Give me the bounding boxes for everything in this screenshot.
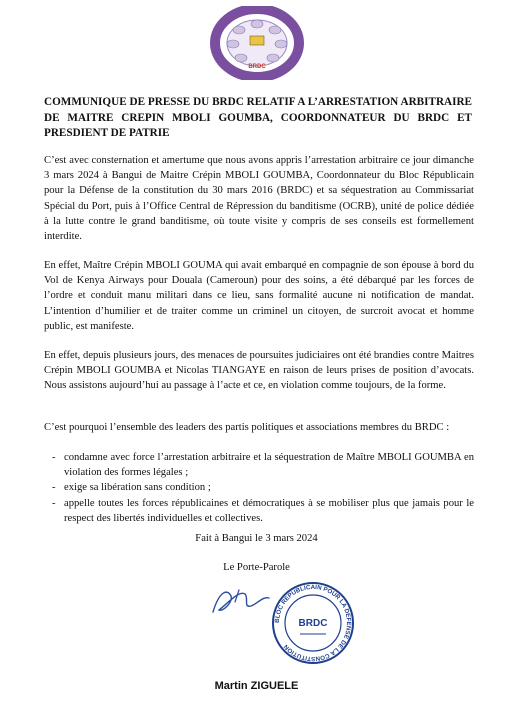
demands-list bbox=[44, 450, 474, 526]
signer-name: Martin ZIGUELE bbox=[214, 680, 299, 692]
demand-item: - condamne avec force l’arrestation arbitraire et la séquestration de Maître MBOLI GOUMBA en violation des formes légales ; bbox=[44, 450, 474, 480]
paragraph-2: En effet, Maître Crépin MBOLI GOUMA qui avait embarqué en compagnie de son épouse à bord du Vol de Kenya Airways pour Douala (Cameroun) pour des soins, a été débarqué par les forces de l’ordre et conduit manu militari dans ce lieu, sans formalité aucune ni notification de mandat. L’intention d’humilier et de traiter comme un criminel un citoyen, de surcroit avocat et homme public, est manifeste. bbox=[44, 260, 474, 332]
stamp-ring-text: BLOC REPUBLICAIN POUR LA DEFENSE DE LA CONSTITUTION bbox=[273, 583, 353, 663]
paragraph-3: En effet, depuis plusieurs jours, des menaces de poursuites judiciaires ont été brandies contre Maitres Crépin MBOLI GOUMBA et Nicolas TIANGAYE en raison de leurs prises de position d’avocats. Nous assistons aujourd’hui au passage à l’acte et ce, en violation comme toujours, de la forme. bbox=[44, 350, 474, 392]
handwritten-signature bbox=[205, 582, 275, 622]
paragraph-1: C’est avec consternation et amertume que nous avons appris l’arrestation arbitraire ce jour dimanche 3 mars 2024 à Bangui de Maitre Crépin MBOLI GOUMBA, Coordonnateur du Bloc Républicain pour la Défense de la constitution du 30 mars 2016 (BRDC) et sa séquestration au Commissariat Spécial du Port, puis à l’Office Central de Répression du banditisme (OCRB), unité de police dédiée à la lutte contre le grand banditisme, où toute visite y compris de ses conseils est formellement interdite. bbox=[44, 155, 474, 243]
stamp-center: BRDC bbox=[298, 618, 328, 629]
logo-abbrev: BRDC bbox=[248, 64, 266, 70]
brdc-logo bbox=[205, 6, 309, 80]
signer-role: Le Porte-Parole bbox=[223, 562, 290, 573]
demand-item: - appelle toutes les forces républicaines et démocratiques à se mobiliser plus que jamais pour le respect des libertés individuelles et collectives. bbox=[44, 496, 474, 526]
demand-item: - exige sa libération sans condition ; bbox=[44, 480, 474, 495]
paragraph-4: C’est pourquoi l’ensemble des leaders des partis politiques et associations membres du BRDC : bbox=[44, 422, 450, 433]
official-stamp bbox=[268, 578, 358, 668]
place-date: Fait à Bangui le 3 mars 2024 bbox=[195, 533, 318, 544]
press-release-title: COMMUNIQUE DE PRESSE DU BRDC RELATIF A L’ARRESTATION ARBITRAIRE DE MAITRE CREPIN MBOLI GOUMBA, COORDONNATEUR DU BRDC ET PRESDIENT DE PATRIE bbox=[44, 96, 472, 139]
